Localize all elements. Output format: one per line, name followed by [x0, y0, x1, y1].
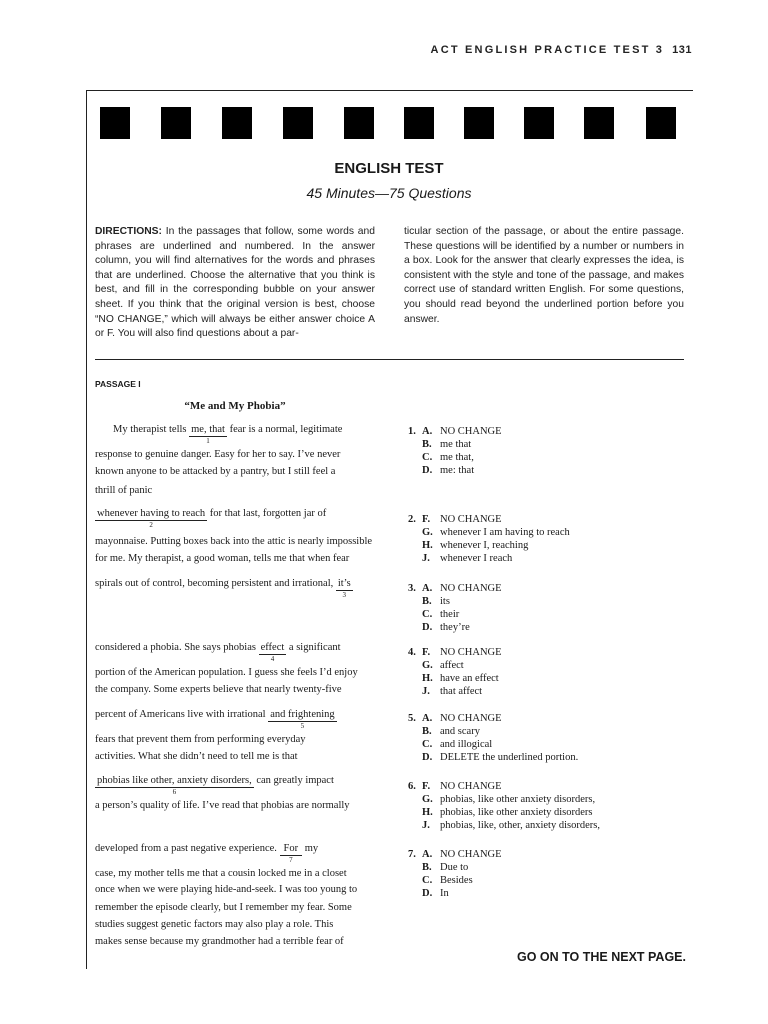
passage-text: fear is a normal, legitimate	[226, 424, 343, 435]
passage-text: percent of Americans live with irrational	[95, 709, 269, 720]
choice-letter[interactable]: C.	[422, 609, 433, 620]
choice-text[interactable]: me: that	[440, 465, 475, 476]
test-subtitle: 45 Minutes—75 Questions	[306, 185, 472, 201]
passage-line: fears that prevent them from performing everyday	[95, 734, 306, 745]
directions-label: DIRECTIONS:	[95, 226, 162, 237]
choice-text[interactable]: Besides	[440, 875, 473, 886]
choice-text[interactable]: phobias, like, other, anxiety disorders,	[440, 820, 600, 831]
timing-mark	[584, 107, 614, 139]
choice-letter[interactable]: H.	[422, 673, 433, 684]
question-ref: 5	[300, 722, 305, 730]
passage-line	[95, 709, 337, 730]
choice-letter[interactable]: F.	[422, 514, 431, 525]
underlined-portion-2[interactable]	[95, 508, 207, 529]
timing-mark	[404, 107, 434, 139]
passage-line: mayonnaise. Putting boxes back into the attic is nearly impossible	[95, 536, 373, 547]
timing-mark	[161, 107, 191, 139]
passage-label: PASSAGE I	[95, 379, 141, 389]
question-number: 7.	[408, 849, 416, 860]
question-ref: 4	[270, 655, 275, 663]
passage-line: remember the episode clearly, but I remember my fear. Some	[95, 902, 352, 913]
choice-letter[interactable]: B.	[422, 862, 432, 873]
passage-line: studies suggest genetic factors may also play a role. This	[95, 919, 334, 930]
choice-text[interactable]: me that	[440, 439, 472, 450]
question-number: 1.	[408, 426, 416, 437]
underlined-portion-6[interactable]	[95, 775, 254, 796]
choice-text[interactable]: NO CHANGE	[440, 647, 502, 658]
passage-text: spirals out of control, becoming persistent and irrational,	[95, 578, 336, 589]
underlined-text: me, that	[191, 424, 225, 435]
passage-line	[95, 843, 319, 864]
choice-letter[interactable]: G.	[422, 660, 433, 671]
choice-text[interactable]: NO CHANGE	[440, 713, 502, 724]
passage-line: known anyone to be attacked by a pantry, but I still feel a	[95, 466, 336, 477]
question-ref: 3	[342, 591, 347, 599]
passage-line: makes sense because my grandmother had a terrible fear of	[95, 936, 344, 947]
underlined-text: and frightening	[270, 709, 335, 720]
question-ref: 7	[289, 856, 293, 864]
choice-letter[interactable]: B.	[422, 596, 432, 607]
passage-line	[95, 578, 353, 599]
choice-letter[interactable]: F.	[422, 647, 431, 658]
choice-text[interactable]: phobias, like other anxiety disorders,	[440, 794, 596, 805]
question-ref: 2	[149, 521, 153, 529]
timing-mark	[283, 107, 313, 139]
choice-text[interactable]: and scary	[440, 726, 480, 737]
underlined-text: phobias like other, anxiety disorders,	[97, 775, 252, 786]
passage-text: considered a phobia. She says phobias	[95, 642, 259, 653]
choice-letter[interactable]: B.	[422, 439, 432, 450]
directions-text-left: In the passages that follow, some words and phrases are underlined and numbered. In the answer column, you will find alternatives for the words and phrases that are underlined. Choose the alternative that you think is best, and fill in the corresponding bubble on your answer sheet. If you think that the original version is best, choose “NO CHANGE,” which will always be either answer choice A or F. You will also find questions about a par-	[95, 226, 375, 340]
timing-mark	[100, 107, 130, 139]
choice-letter[interactable]: F.	[422, 781, 431, 792]
passage-line: thrill of panic	[95, 485, 153, 496]
choice-text[interactable]: phobias, like other anxiety disorders	[440, 807, 593, 818]
passage-line: a person’s quality of life. I’ve read that phobias are normally	[95, 800, 350, 811]
underlined-portion-5[interactable]	[268, 709, 336, 730]
choice-letter[interactable]: J.	[422, 686, 430, 697]
choice-letter[interactable]: A.	[422, 849, 433, 860]
choice-letter[interactable]: H.	[422, 540, 433, 551]
passage-text: my	[302, 843, 319, 854]
underlined-text: For	[283, 843, 299, 854]
choice-letter[interactable]: D.	[422, 888, 433, 899]
test-title: ENGLISH TEST	[334, 160, 444, 177]
choice-text[interactable]: NO CHANGE	[440, 514, 502, 525]
choice-text[interactable]: whenever I reach	[440, 553, 513, 564]
choice-text[interactable]: NO CHANGE	[440, 583, 502, 594]
passage-line: once when we were playing hide-and-seek. I was too young to	[95, 884, 358, 895]
question-number: 3.	[408, 583, 416, 594]
choice-text[interactable]: DELETE the underlined portion.	[440, 752, 579, 763]
next-page-notice: GO ON TO THE NEXT PAGE.	[516, 950, 686, 964]
choice-letter[interactable]: B.	[422, 726, 432, 737]
underlined-text: whenever having to reach	[97, 508, 206, 519]
timing-mark	[646, 107, 676, 139]
question-number: 6.	[408, 781, 416, 792]
choice-text[interactable]: have an effect	[440, 673, 499, 684]
choice-letter[interactable]: C.	[422, 739, 433, 750]
choice-letter[interactable]: G.	[422, 527, 433, 538]
passage-line: response to genuine danger. Easy for her to say. I’ve never	[95, 449, 341, 460]
choice-text[interactable]: affect	[440, 660, 464, 671]
choice-text[interactable]: whenever I am having to reach	[440, 527, 570, 538]
question-number: 4.	[408, 647, 416, 658]
passage-line	[95, 775, 334, 796]
question-number: 5.	[408, 713, 416, 724]
choice-text[interactable]: whenever I, reaching	[440, 540, 529, 551]
underlined-portion-4[interactable]	[259, 642, 287, 663]
choice-letter[interactable]: A.	[422, 426, 433, 437]
question-2	[408, 513, 570, 565]
choice-letter[interactable]: J.	[422, 820, 430, 831]
directions-left	[95, 225, 375, 342]
passage-title: “Me and My Phobia”	[184, 400, 286, 412]
question-ref: 1	[206, 437, 210, 445]
choice-text[interactable]: Due to	[440, 862, 469, 873]
timing-marks	[100, 107, 680, 139]
choice-text[interactable]: and illogical	[440, 739, 493, 750]
timing-mark	[222, 107, 252, 139]
question-4	[408, 646, 502, 698]
passage-text: for that last, forgotten jar of	[207, 508, 327, 519]
underlined-text: effect	[260, 642, 285, 653]
passage-line: for me. My therapist, a good woman, tells me that when fear	[95, 553, 350, 564]
running-header	[431, 44, 692, 56]
choice-letter[interactable]: A.	[422, 583, 433, 594]
question-number: 2.	[408, 514, 416, 525]
underlined-text: it’s	[337, 578, 351, 589]
choice-text[interactable]: their	[440, 609, 460, 620]
choice-letter[interactable]: J.	[422, 553, 430, 564]
test-frame	[86, 90, 693, 969]
question-ref: 6	[172, 788, 177, 796]
timing-mark	[344, 107, 374, 139]
timing-mark	[464, 107, 494, 139]
choice-text[interactable]: that affect	[440, 686, 483, 697]
question-5	[408, 712, 578, 764]
choice-letter[interactable]: C.	[422, 452, 433, 463]
choice-text[interactable]: NO CHANGE	[440, 426, 502, 437]
underlined-portion-3[interactable]	[336, 578, 353, 599]
passage-line	[95, 642, 341, 663]
choice-letter[interactable]: G.	[422, 794, 433, 805]
choice-text[interactable]: In	[440, 888, 449, 899]
question-1	[408, 425, 502, 477]
choice-letter[interactable]: D.	[422, 465, 433, 476]
choice-letter[interactable]: D.	[422, 752, 433, 763]
choice-letter[interactable]: H.	[422, 807, 433, 818]
choice-text[interactable]: its	[440, 596, 450, 607]
passage-text: can greatly impact	[253, 775, 334, 786]
question-6	[408, 780, 600, 832]
choice-text[interactable]: they’re	[440, 622, 470, 633]
passage-text: a significant	[286, 642, 341, 653]
directions-right: ticular section of the passage, or about the entire passage. These questions will be identified by a number or numbers in a box. Look for the answer that clearly expresses the idea, is consistent with the style and tone of the passage, and makes correct use of standard written English. For some questions, you should read beyond the underlined portion before you answer.	[404, 226, 684, 325]
timing-mark	[524, 107, 554, 139]
choice-text[interactable]: NO CHANGE	[440, 849, 502, 860]
passage-line: case, my mother tells me that a cousin locked me in a closet	[95, 868, 347, 879]
passage-text: developed from a past negative experience.	[95, 843, 280, 854]
underlined-portion-1[interactable]	[189, 424, 227, 445]
passage-line	[95, 424, 343, 445]
question-3	[408, 582, 502, 634]
choice-text[interactable]: me that,	[440, 452, 474, 463]
question-7	[408, 848, 502, 900]
underlined-portion-7[interactable]	[280, 843, 303, 864]
passage-line: activities. What she didn’t need to tell me is that	[95, 751, 298, 762]
passage-line: the company. Some experts believe that nearly twenty-five	[95, 684, 342, 695]
passage-line: portion of the American population. I guess she feels I’d enjoy	[95, 667, 358, 678]
choice-letter[interactable]: D.	[422, 622, 433, 633]
header-title: ACT ENGLISH PRACTICE TEST 3	[430, 44, 665, 56]
choice-letter[interactable]: C.	[422, 875, 433, 886]
passage-line	[95, 508, 327, 529]
choice-letter[interactable]: A.	[422, 713, 433, 724]
page-number: 131	[672, 44, 692, 56]
passage-text: My therapist tells	[113, 424, 190, 435]
choice-text[interactable]: NO CHANGE	[440, 781, 502, 792]
section-divider	[95, 359, 684, 360]
